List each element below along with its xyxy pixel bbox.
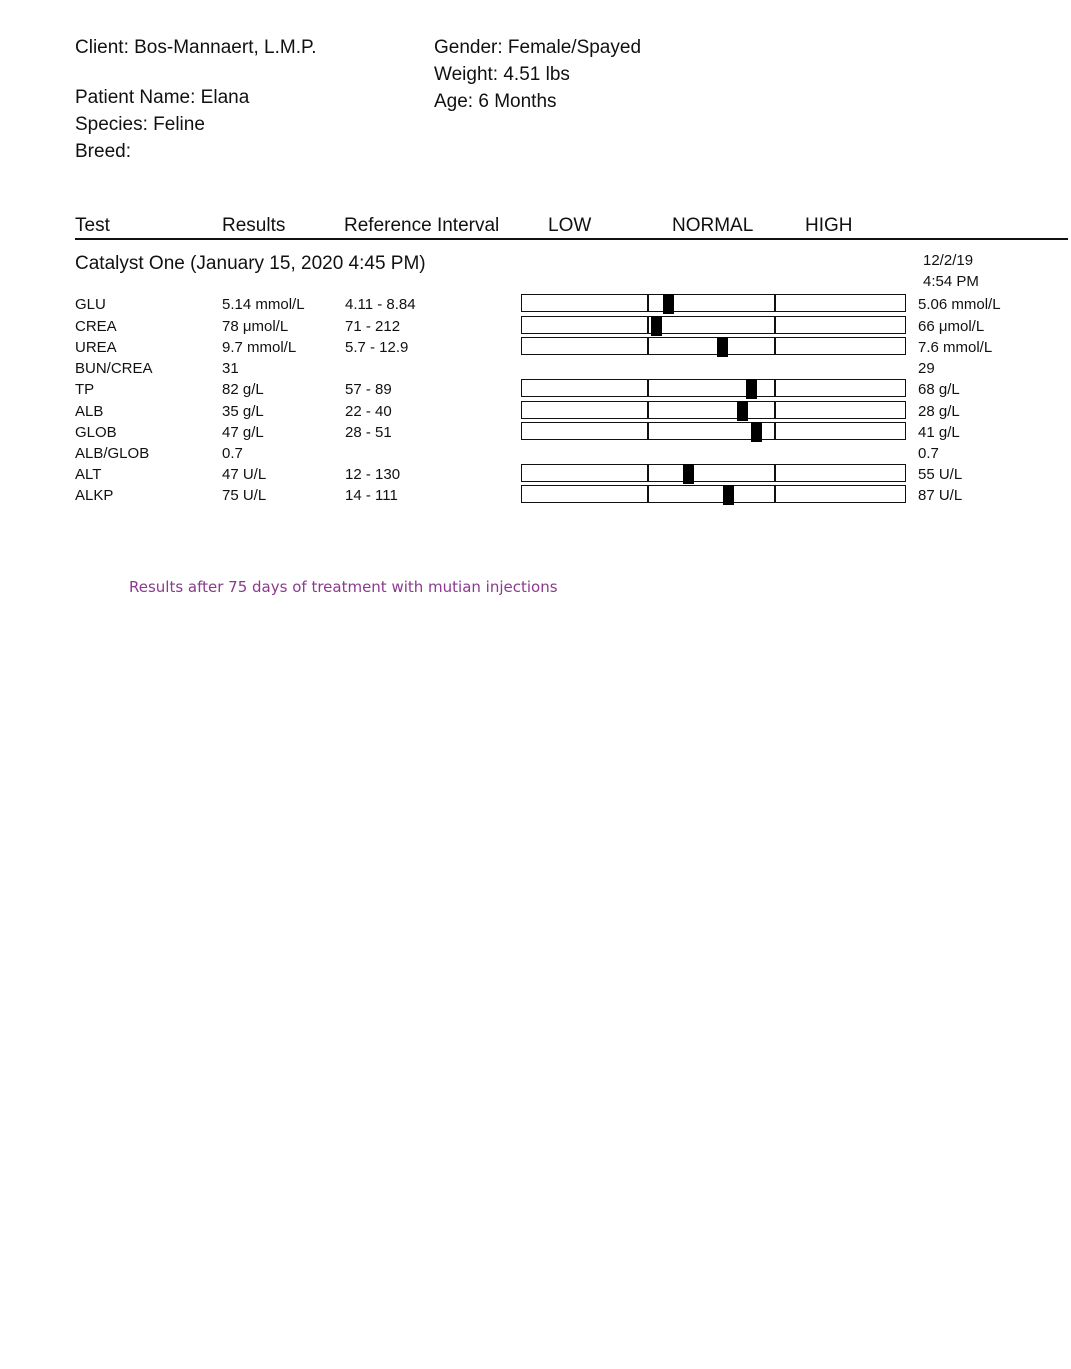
column-results: Results <box>222 215 286 236</box>
previous-result: 5.06 mmol/L <box>918 296 1001 313</box>
range-bar <box>521 422 906 440</box>
weight: Weight: 4.51 lbs <box>434 64 570 85</box>
column-low: LOW <box>548 215 592 236</box>
result-marker <box>663 294 674 314</box>
result-marker <box>717 337 728 357</box>
test-result: 5.14 mmol/L <box>222 296 305 313</box>
treatment-note: Results after 75 days of treatment with mutian injections <box>129 578 558 596</box>
reference-interval: 14 - 111 <box>345 487 398 504</box>
gender: Gender: Female/Spayed <box>434 37 642 58</box>
previous-result: 0.7 <box>918 445 939 462</box>
range-divider <box>647 465 649 481</box>
reference-interval: 28 - 51 <box>345 424 392 441</box>
header-divider <box>75 238 1068 240</box>
range-divider <box>774 402 776 418</box>
test-name: GLOB <box>75 424 117 441</box>
result-marker <box>651 316 662 336</box>
previous-result: 87 U/L <box>918 487 963 504</box>
test-result: 9.7 mmol/L <box>222 339 297 356</box>
previous-result: 55 U/L <box>918 466 963 483</box>
test-name: GLU <box>75 296 106 313</box>
test-result: 78 μmol/L <box>222 318 289 335</box>
test-result: 35 g/L <box>222 403 264 420</box>
reference-interval: 71 - 212 <box>345 318 401 335</box>
column-reference-interval: Reference Interval <box>344 215 500 236</box>
test-name: ALB/GLOB <box>75 445 150 462</box>
range-bar <box>521 379 906 397</box>
section-title: Catalyst One (January 15, 2020 4:45 PM) <box>75 253 426 274</box>
test-name: ALT <box>75 466 102 483</box>
reference-interval: 22 - 40 <box>345 403 392 420</box>
range-bar <box>521 464 906 482</box>
result-marker <box>746 379 757 399</box>
column-normal: NORMAL <box>672 215 754 236</box>
test-name: CREA <box>75 318 117 335</box>
range-divider <box>774 295 776 311</box>
range-divider <box>647 423 649 439</box>
breed: Breed: <box>75 141 131 162</box>
previous-result: 41 g/L <box>918 424 960 441</box>
species: Species: Feline <box>75 114 205 135</box>
previous-result: 29 <box>918 360 935 377</box>
range-divider <box>774 423 776 439</box>
reference-interval: 57 - 89 <box>345 381 392 398</box>
test-result: 47 g/L <box>222 424 264 441</box>
range-bar <box>521 485 906 503</box>
range-divider <box>774 317 776 333</box>
range-divider <box>774 380 776 396</box>
previous-date: 12/2/19 <box>923 252 974 269</box>
test-name: BUN/CREA <box>75 360 153 377</box>
column-high: HIGH <box>805 215 853 236</box>
previous-time: 4:54 PM <box>923 273 979 290</box>
previous-result: 28 g/L <box>918 403 960 420</box>
patient-name: Patient Name: Elana <box>75 87 250 108</box>
age: Age: 6 Months <box>434 91 557 112</box>
range-bar <box>521 294 906 312</box>
test-result: 31 <box>222 360 239 377</box>
range-divider <box>647 295 649 311</box>
range-divider <box>647 338 649 354</box>
range-bar <box>521 337 906 355</box>
range-divider <box>647 317 649 333</box>
range-divider <box>774 465 776 481</box>
reference-interval: 12 - 130 <box>345 466 401 483</box>
test-name: ALKP <box>75 487 114 504</box>
reference-interval: 5.7 - 12.9 <box>345 339 409 356</box>
test-result: 47 U/L <box>222 466 267 483</box>
client-name: Client: Bos-Mannaert, L.M.P. <box>75 37 317 58</box>
test-name: UREA <box>75 339 117 356</box>
range-divider <box>647 486 649 502</box>
test-name: ALB <box>75 403 104 420</box>
range-bar <box>521 316 906 334</box>
column-test: Test <box>75 215 110 236</box>
test-name: TP <box>75 381 95 398</box>
result-marker <box>751 422 762 442</box>
range-divider <box>774 338 776 354</box>
test-result: 0.7 <box>222 445 243 462</box>
test-result: 75 U/L <box>222 487 267 504</box>
previous-result: 68 g/L <box>918 381 960 398</box>
result-marker <box>737 401 748 421</box>
range-divider <box>774 486 776 502</box>
range-bar <box>521 401 906 419</box>
result-marker <box>683 464 694 484</box>
previous-result: 7.6 mmol/L <box>918 339 993 356</box>
range-divider <box>647 380 649 396</box>
previous-result: 66 μmol/L <box>918 318 985 335</box>
test-result: 82 g/L <box>222 381 264 398</box>
reference-interval: 4.11 - 8.84 <box>345 296 416 313</box>
result-marker <box>723 485 734 505</box>
range-divider <box>647 402 649 418</box>
